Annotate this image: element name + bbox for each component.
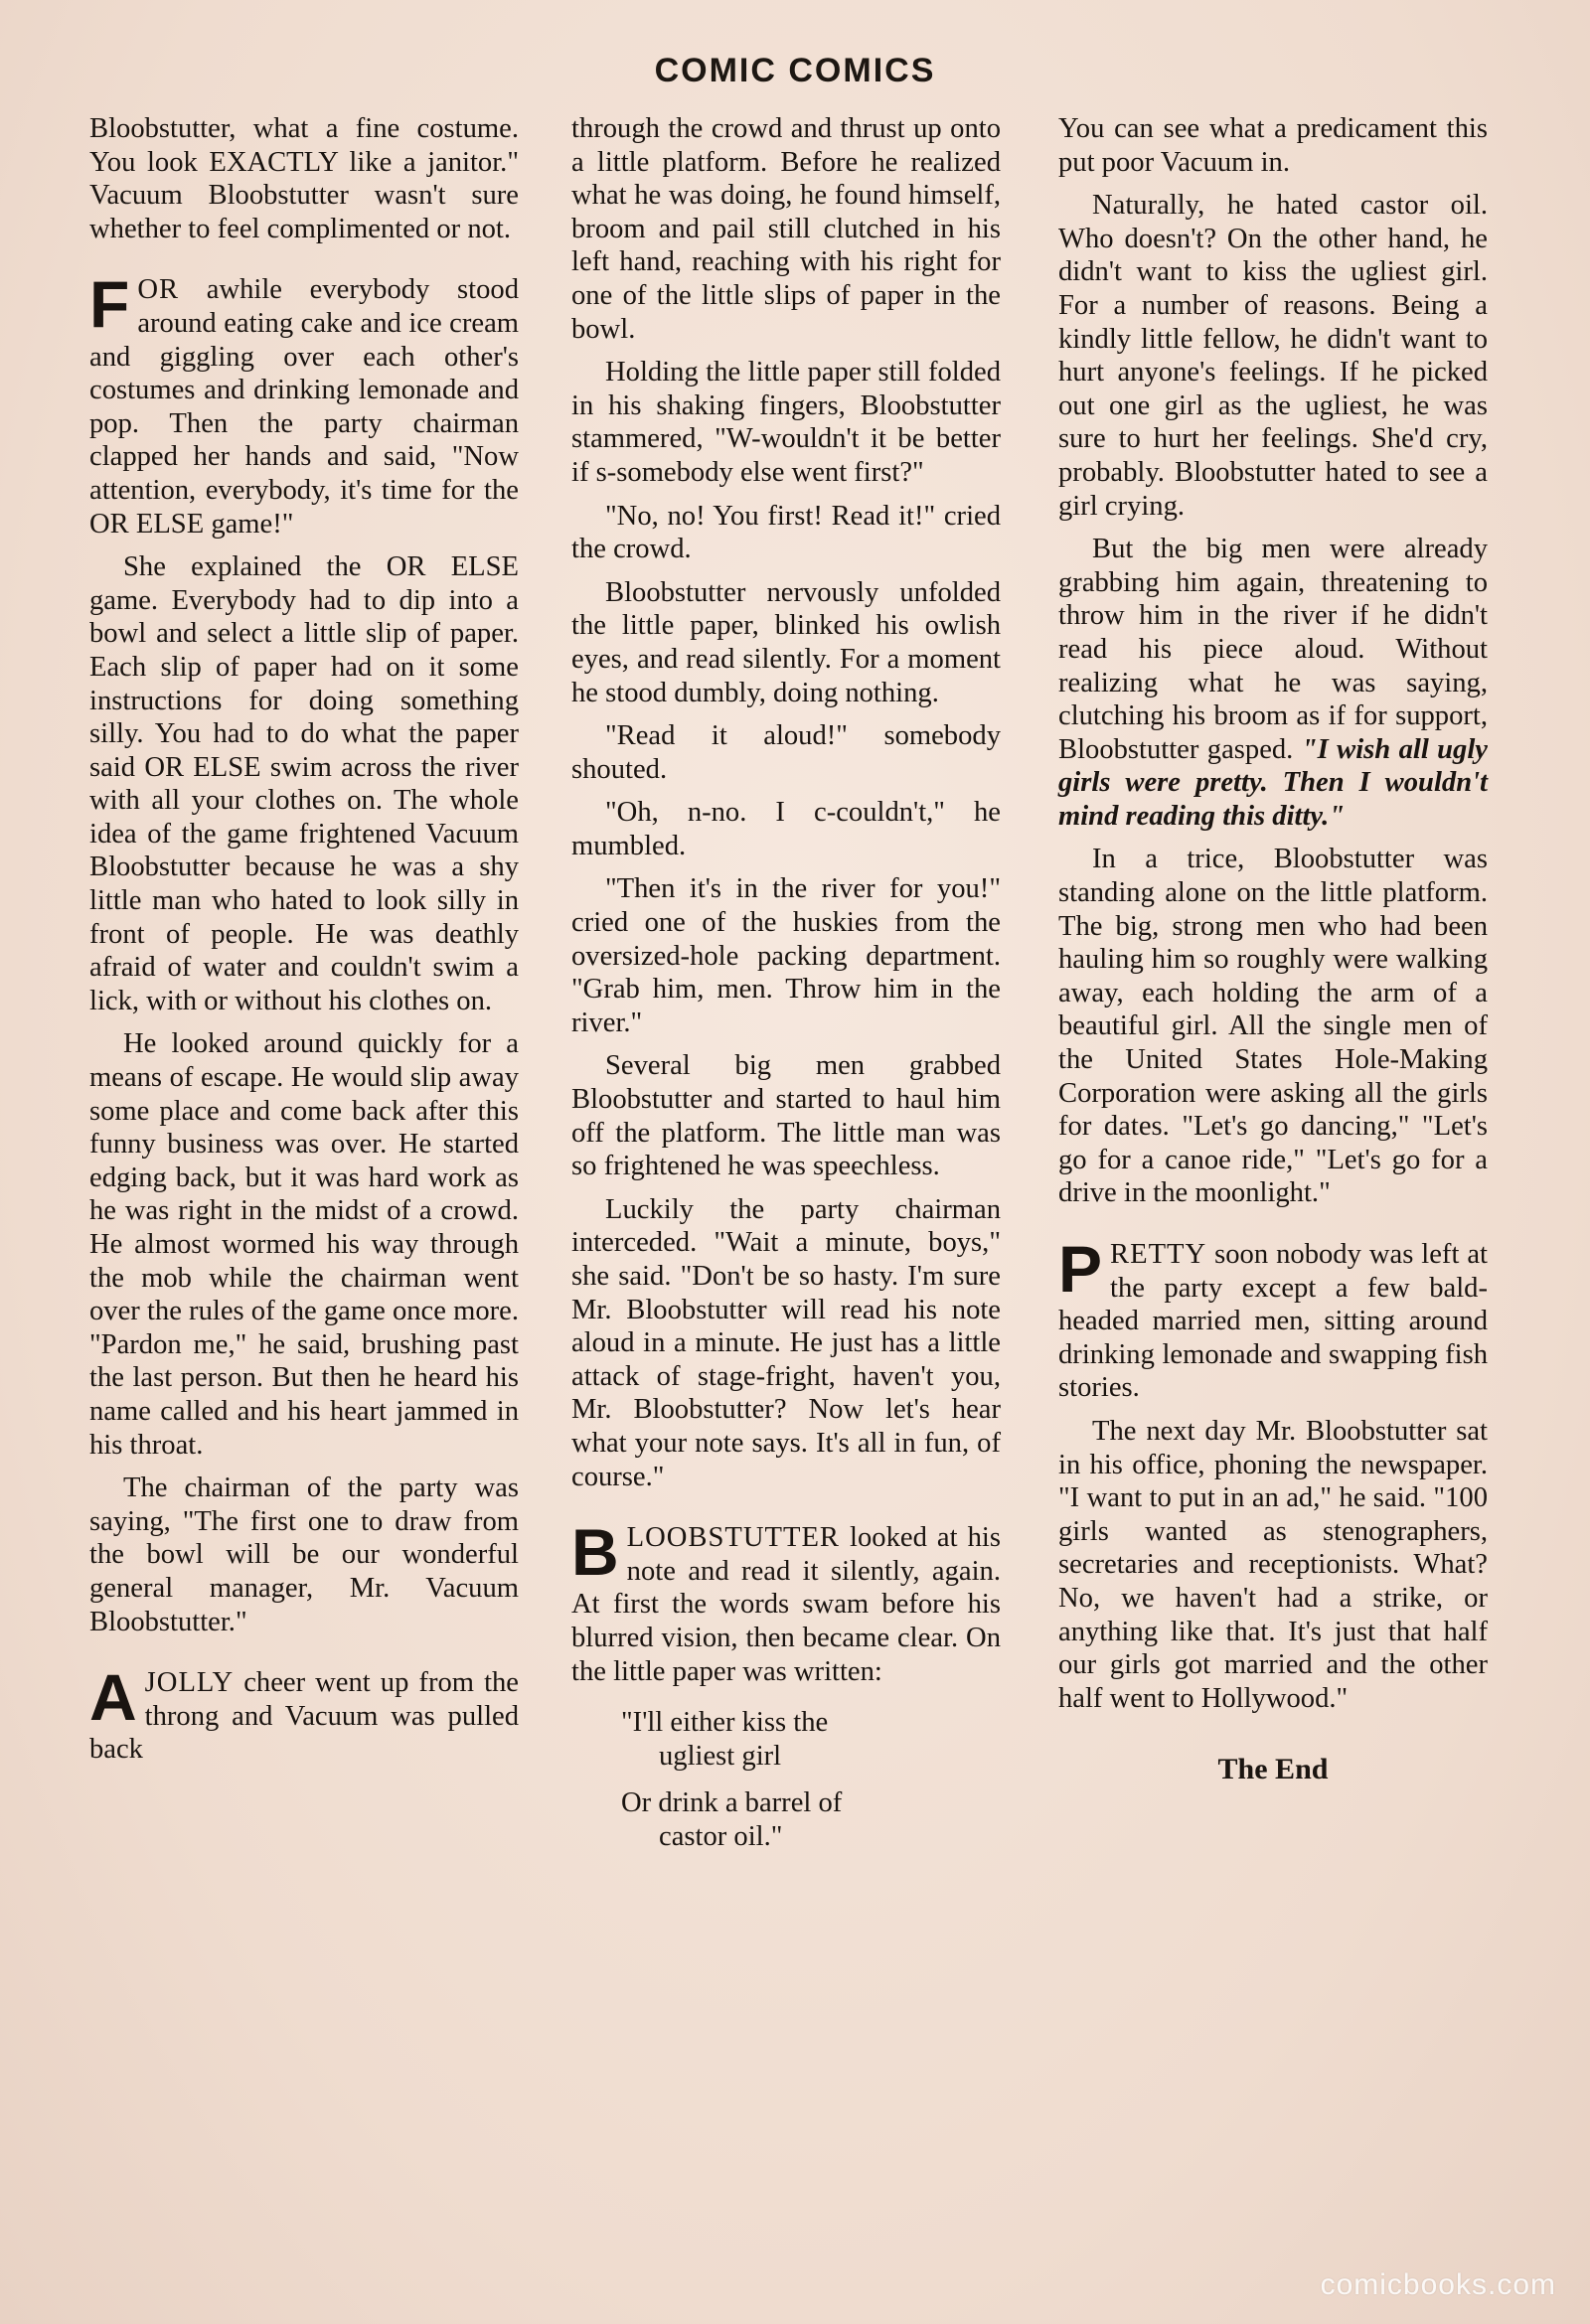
paragraph: Holding the little paper still folded in his shaking fingers, Bloobstutter stammered, "W-wouldn't it be better if s-somebody else went first?" (571, 357, 1001, 488)
paragraph: But the big men were already grabbing him again, threatening to throw him in the river if he didn't read his piece aloud. Without realizing what he was saying, clutching his broom as if for support, Bloobstutter gasped. "I wish all ugly girls were pretty. Then I wouldn't mind reading this ditty." (1058, 534, 1488, 832)
lead-word: OR (137, 274, 180, 306)
paragraph: "Oh, n-no. I c-couldn't," he mumbled. (571, 797, 1001, 861)
lead-word: RETTY (1110, 1239, 1207, 1270)
paragraph: The next day Mr. Bloobstutter sat in his office, phoning the newspaper. "I want to put in an ad," he said. "100 girls wanted as stenographers, secretaries and receptionists. What? No, we haven't had a strike, or anything like that. It's just that half our girls got married and the other half went to Hollywood." (1058, 1415, 1488, 1714)
drop-cap: A (89, 1660, 137, 1735)
drop-cap-paragraph: AJOLLY cheer went up from the throng and Vacuum was pulled back (89, 1660, 519, 1766)
verse-note (621, 1706, 1001, 1853)
drop-cap-paragraph: FOR awhile everybody stood around eating cake and ice cream and giggling over each other's costumes and drinking lemonade and pop. Then the party chairman clapped her hands and said, "Now attention, everybody, it's time for the OR ELSE game!" (89, 267, 519, 540)
paragraph: In a trice, Bloobstutter was standing alone on the little platform. The big, strong men who had been hauling him so roughly were walking away, each holding the arm of a beautiful girl. All the single men of the United States Hole-Making Corporation were asking all the girls for dates. "Let's go dancing," "Let's go for a canoe ride," "Let's go for a drive in the moonlight." (1058, 844, 1488, 1209)
paragraph: "Then it's in the river for you!" cried one of the huskies from the oversized-hole packing department. "Grab him, men. Throw him in the river." (571, 873, 1001, 1038)
watermark: comicbooks.com (1320, 2268, 1556, 2301)
drop-cap: B (571, 1515, 619, 1590)
text-column-1 (89, 112, 519, 1777)
page-header: COMIC COMICS (654, 52, 936, 89)
verse-line: castor oil." (659, 1820, 783, 1852)
paragraph: Bloobstutter nervously unfolded the little paper, blinked his owlish eyes, and read silently. For a moment he stood dumbly, doing nothing. (571, 576, 1001, 708)
paragraph: through the crowd and thrust up onto a little platform. Before he realized what he was doing, he found himself, broom and pail still clutched in his left hand, reaching with his right for one of the little slips of paper in the bowl. (571, 113, 1001, 345)
paragraph: She explained the OR ELSE game. Everybody had to dip into a bowl and select a little slip of paper. Each slip of paper had on it some instructions for doing something silly. You had to do what the paper said OR ELSE swim across the river with all your clothes on. The whole idea of the game frightened Vacuum Bloobstutter because he was a shy little man who hated to look silly in front of people. He was deathly afraid of water and couldn't swim a lick, with or without his clothes on. (89, 551, 519, 1016)
paragraph: You can see what a predicament this put poor Vacuum in. (1058, 113, 1488, 178)
drop-cap-paragraph: BLOOBSTUTTER looked at his note and read it silently, again. At first the words swam before his blurred vision, then became clear. On the little paper was written: (571, 1515, 1001, 1687)
paragraph: Bloobstutter, what a fine costume. You look EXACTLY like a janitor." Vacuum Bloobstutter wasn't sure whether to feel complimented or not. (89, 113, 519, 244)
drop-cap: F (89, 267, 130, 342)
text-column-3 (1058, 112, 1488, 1786)
drop-cap-paragraph: PRETTY soon nobody was left at the party except a few bald-headed married men, sitting around drinking lemonade and swapping fish stories. (1058, 1232, 1488, 1404)
paragraph: Luckily the party chairman interceded. "Wait a minute, boys," she said. "Don't be so hasty. I'm sure Mr. Bloobstutter will read his note aloud in a minute. He just has a little attack of stage-fright, haven't you, Mr. Bloobstutter? Now let's hear what your note says. It's all in fun, of course." (571, 1193, 1001, 1492)
paragraph: "No, no! You first! Read it!" cried the crowd. (571, 500, 1001, 565)
drop-cap: P (1058, 1232, 1103, 1306)
ditty-quote: "I wish all ugly girls were pretty. Then I wouldn't mind reading this ditty." (1058, 733, 1488, 832)
paragraph: "Read it aloud!" somebody shouted. (571, 720, 1001, 785)
paragraph: Several big men grabbed Bloobstutter and started to haul him off the platform. The little man was so frightened he was speechless. (571, 1050, 1001, 1182)
paragraph: Naturally, he hated castor oil. Who doesn't? On the other hand, he didn't want to kiss the ugliest girl. For a number of reasons. Being a kindly little fellow, he didn't want to hurt anyone's feelings. If he picked out one girl as the ugliest, he was sure to hurt her feelings. She'd cry, probably. Bloobstutter hated to see a girl crying. (1058, 190, 1488, 522)
lead-word: JOLLY (144, 1667, 235, 1699)
paragraph: He looked around quickly for a means of escape. He would slip away some place and come back after this funny business was over. He started edging back, but it was hard work as he was right in the midst of a crowd. He almost wormed his way through the mob while the chairman went over the rules of the game once more. "Pardon me," he said, brushing past the last person. But then he heard his name called and his heart jammed in his throat. (89, 1028, 519, 1461)
the-end: The End (1217, 1753, 1329, 1786)
paragraph: The chairman of the party was saying, "The first one to draw from the bowl will be our wonderful general manager, Mr. Vacuum Bloobstutter." (89, 1472, 519, 1637)
text-column-2 (571, 112, 1001, 1854)
verse-line: "I'll either kiss the (621, 1707, 829, 1739)
lead-word: LOOBSTUTTER (626, 1522, 840, 1554)
verse-line: Or drink a barrel of (621, 1787, 843, 1819)
verse-line: ugliest girl (659, 1740, 782, 1772)
